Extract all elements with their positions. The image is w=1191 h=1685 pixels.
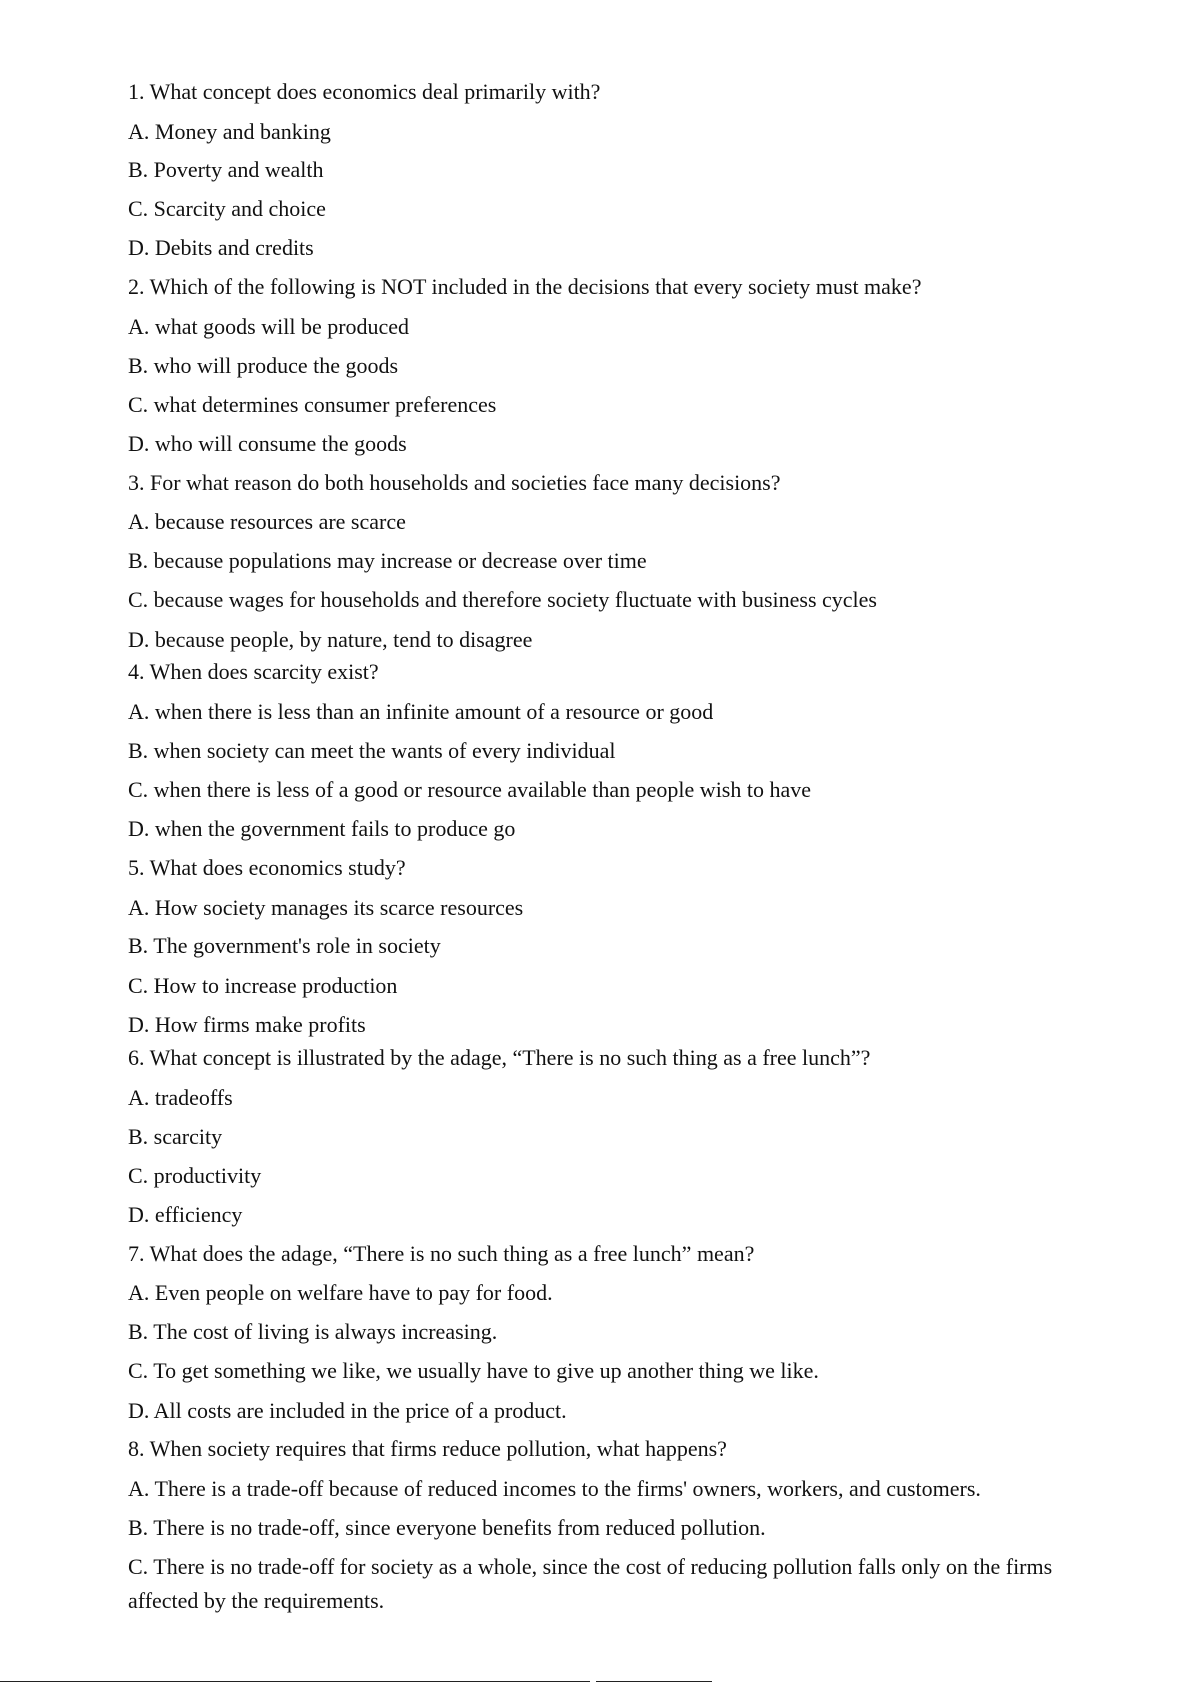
question-5-option-a: A. How society manages its scarce resources: [128, 895, 524, 920]
question-5-option-b: B. The government's role in society: [128, 933, 441, 958]
page-bottom-rule: [0, 1681, 590, 1682]
question-4-option-d: D. when the government fails to produce go: [128, 816, 516, 841]
question-7: 7. What does the adage, “There is no such thing as a free lunch” mean?: [128, 1241, 755, 1266]
question-5-option-c: C. How to increase production: [128, 973, 398, 998]
question-3-option-d: D. because people, by nature, tend to disagree: [128, 627, 533, 652]
question-7-option-c: C. To get something we like, we usually have to give up another thing we like.: [128, 1358, 819, 1383]
question-1-option-d: D. Debits and credits: [128, 235, 314, 260]
question-7-option-d: D. All costs are included in the price of a product.: [128, 1398, 567, 1423]
question-6-option-d: D. efficiency: [128, 1202, 243, 1227]
question-4-option-c: C. when there is less of a good or resource available than people wish to have: [128, 777, 812, 802]
question-1-option-a: A. Money and banking: [128, 119, 331, 144]
question-6-option-b: B. scarcity: [128, 1124, 223, 1149]
question-4-option-b: B. when society can meet the wants of every individual: [128, 738, 616, 763]
question-1-option-b: B. Poverty and wealth: [128, 157, 324, 182]
question-6: 6. What concept is illustrated by the adage, “There is no such thing as a free lunch”?: [128, 1045, 871, 1070]
question-7-option-b: B. The cost of living is always increasing.: [128, 1319, 498, 1344]
page-bottom-rule-short: [596, 1681, 712, 1682]
question-4: 4. When does scarcity exist?: [128, 659, 379, 684]
question-2-option-b: B. who will produce the goods: [128, 353, 399, 378]
question-5-option-d: D. How firms make profits: [128, 1012, 366, 1037]
question-2: 2. Which of the following is NOT included in the decisions that every society must make?: [128, 274, 922, 299]
question-1: 1. What concept does economics deal primarily with?: [128, 79, 601, 104]
question-3: 3. For what reason do both households and societies face many decisions?: [128, 470, 781, 495]
question-2-option-c: C. what determines consumer preferences: [128, 392, 497, 417]
question-3-option-b: B. because populations may increase or decrease over time: [128, 548, 647, 573]
question-3-option-c: C. because wages for households and therefore society fluctuate with business cycles: [128, 587, 877, 612]
question-6-option-c: C. productivity: [128, 1163, 262, 1188]
question-7-option-a: A. Even people on welfare have to pay for food.: [128, 1280, 553, 1305]
question-8: 8. When society requires that firms reduce pollution, what happens?: [128, 1436, 727, 1461]
question-2-option-a: A. what goods will be produced: [128, 314, 410, 339]
question-5: 5. What does economics study?: [128, 855, 406, 880]
question-6-option-a: A. tradeoffs: [128, 1085, 233, 1110]
question-8-option-c: C. There is no trade-off for society as a whole, since the cost of reducing pollution falls only on the firms affected by the requirements.: [128, 1554, 1053, 1613]
question-1-option-c: C. Scarcity and choice: [128, 196, 326, 221]
question-4-option-a: A. when there is less than an infinite amount of a resource or good: [128, 699, 714, 724]
question-2-option-d: D. who will consume the goods: [128, 431, 407, 456]
question-8-option-a: A. There is a trade-off because of reduced incomes to the firms' owners, workers, and customers.: [128, 1476, 981, 1501]
question-3-option-a: A. because resources are scarce: [128, 509, 406, 534]
question-8-option-b: B. There is no trade-off, since everyone benefits from reduced pollution.: [128, 1515, 766, 1540]
